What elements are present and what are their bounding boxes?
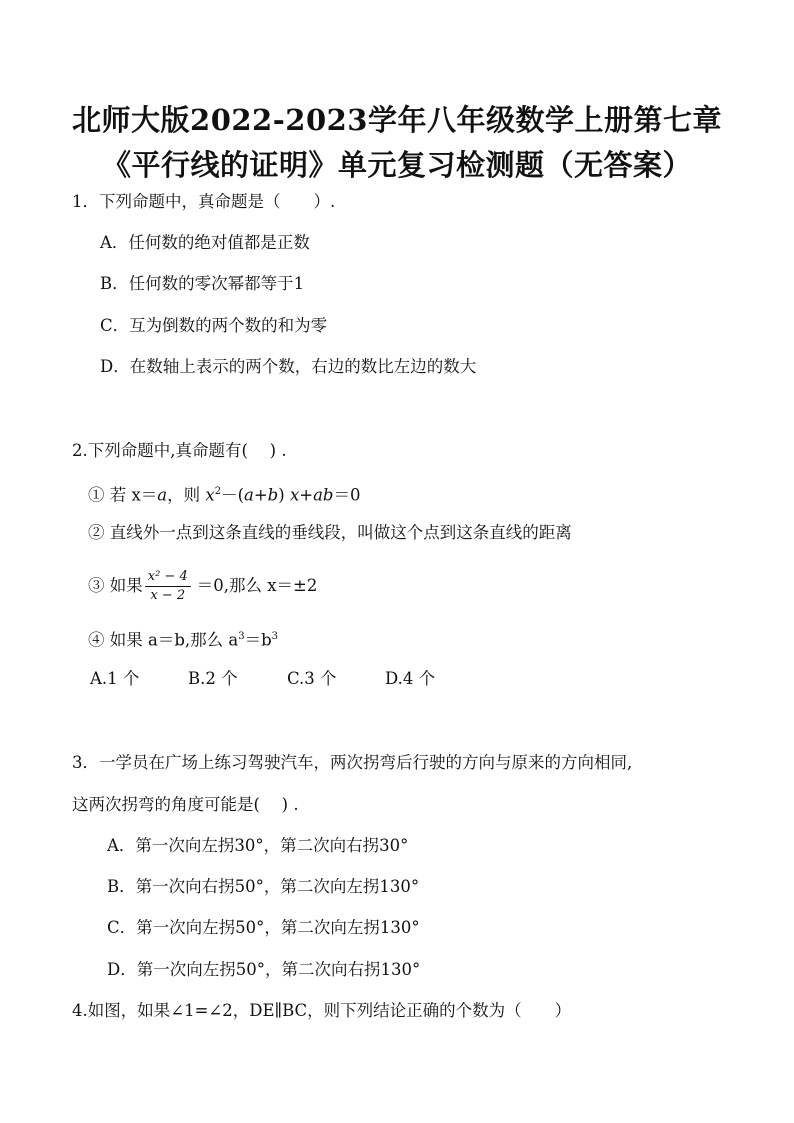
q2-item1-rest2: ) [278,485,290,505]
q2-item4-sup1: 3 [238,631,245,642]
doc-title-line2: 《平行线的证明》单元复习检测题（无答案） [101,148,692,182]
q1-option-c: C．互为倒数的两个数的和为零 [100,316,328,335]
q1-option-d: D．在数轴上表示的两个数，右边的数比左边的数大 [100,357,477,376]
q1-option-b: B．任何数的零次幂都等于1 [100,274,305,293]
q2-item-4 [88,627,278,651]
q2-item4-sup2: 3 [271,631,279,642]
q2-stem: 2.下列命题中,真命题有( ) . [72,441,287,460]
q2-item1-plus: + [299,485,314,505]
q2-item1-ab: a+b [244,485,279,505]
doc-title-line1: 北师大版2022-2023学年八年级数学上册第七章 [72,103,722,137]
q3-stem-line2: 这两次拐弯的角度可能是( ) . [72,795,299,814]
q3-option-a: A．第一次向左拐30°，第二次向右拐30° [107,836,409,855]
q3-stem-line1: 3．一学员在广场上练习驾驶汽车，两次拐弯后行驶的方向与原来的方向相同, [72,753,633,772]
q2-item4-prefix: ④ 如果 a＝b,那么 a [88,630,239,650]
q2-item1-x: x [205,485,215,505]
q2-item1-rest1: －( [221,485,245,505]
q2-item1-prefix: ① 若 x＝ [88,485,158,505]
fraction-numerator: x² − 4 [145,570,191,587]
q2-item1-ab2: ab [313,485,334,505]
q3-option-c: C．第一次向左拐50°，第二次向左拐130° [107,918,420,937]
q2-option-c: C.3 个 [287,669,337,688]
q2-item1-end: ＝0 [333,485,361,505]
q2-option-d: D.4 个 [385,669,436,688]
q2-item4-mid: ＝b [244,630,272,650]
q2-item1-a: a [157,485,168,505]
q2-item3-suffix: ＝0,那么 x＝±2 [196,576,318,595]
fraction [145,570,191,603]
q3-option-d: D．第一次向左拐50°，第二次向右拐130° [107,960,421,979]
q2-item1-sup: 2 [214,486,222,497]
q2-item-1 [88,482,360,506]
q1-stem: 1．下列命题中，真命题是（ ）. [72,192,336,211]
fraction-denominator: x − 2 [150,588,186,603]
q2-item1-mid: ，则 [167,485,206,505]
q2-item1-x2: x [289,485,300,505]
q2-item-3 [88,570,317,603]
q4-stem: 4.如图，如果∠1=∠2，DE∥BC，则下列结论正确的个数为（ ） [72,1001,572,1020]
q2-option-a: A.1 个 [90,669,140,688]
q2-item-2: ② 直线外一点到这条直线的垂线段，叫做这个点到这条直线的距离 [88,523,572,542]
q2-option-b: B.2 个 [188,669,238,688]
q1-option-a: A．任何数的绝对值都是正数 [100,233,310,252]
q2-item3-prefix: ③ 如果 [88,576,143,595]
q3-option-b: B．第一次向右拐50°，第二次向左拐130° [107,877,420,896]
